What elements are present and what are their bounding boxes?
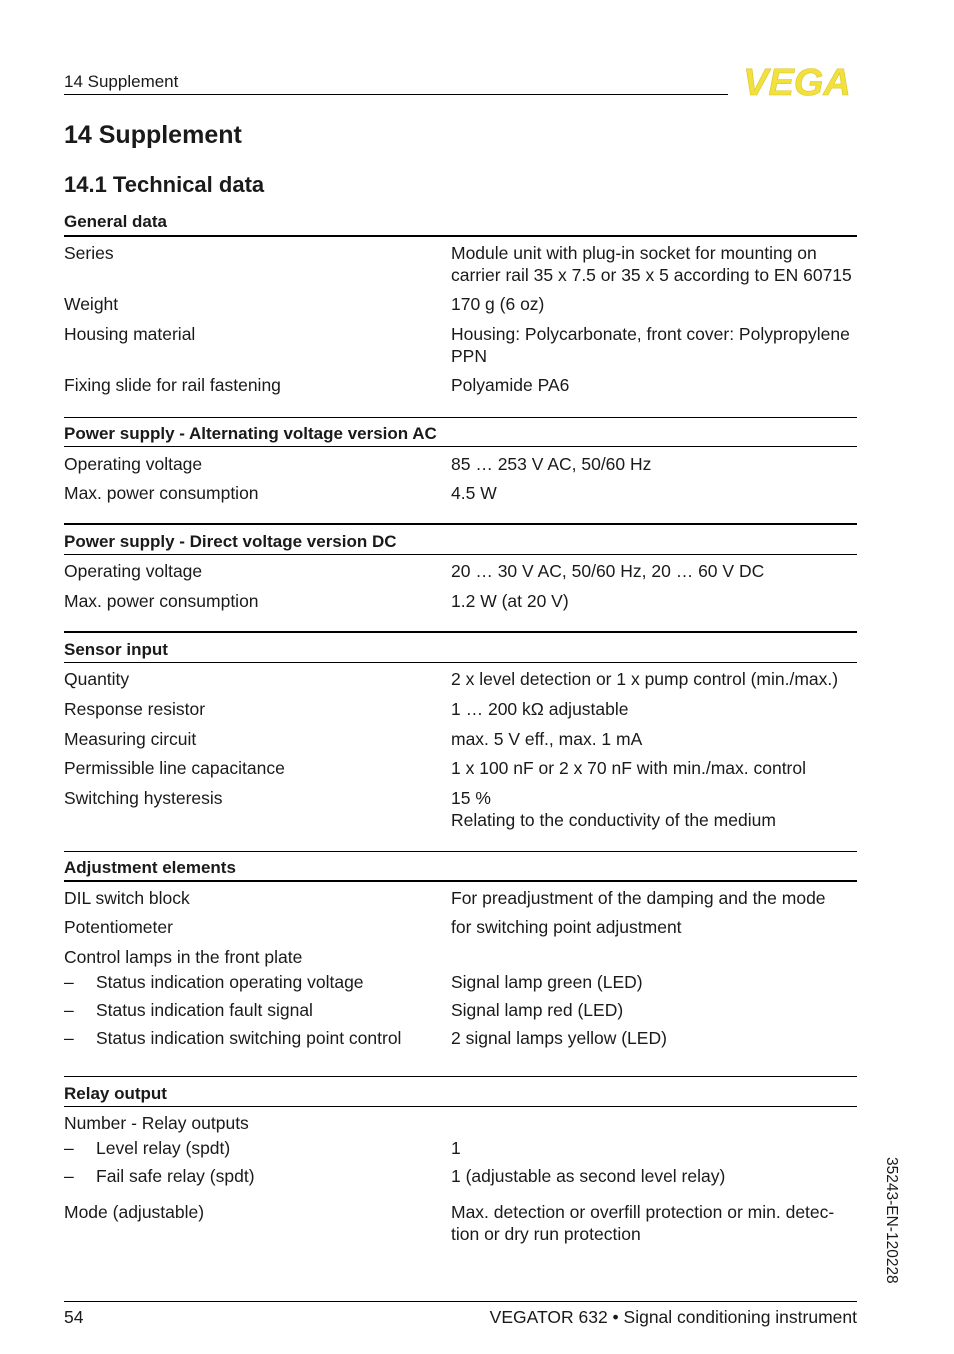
spec-label: Number - Relay outputs: [64, 1113, 249, 1133]
list-dash: –: [64, 1166, 74, 1186]
spec-value: 1 … 200 kΩ adjustable: [451, 699, 629, 719]
spec-value: Signal lamp green (LED): [451, 972, 643, 992]
general-data-rule: [64, 235, 857, 237]
section-divider: [64, 523, 857, 525]
spec-label: DIL switch block: [64, 888, 190, 908]
list-dash: –: [64, 1028, 74, 1048]
spec-value: Polyamide PA6: [451, 375, 570, 395]
vega-logo: [735, 64, 859, 100]
spec-value: 15 % Relating to the conductivity of the medium: [451, 788, 776, 830]
section-divider: [64, 554, 857, 555]
relay-output-heading: Relay output: [64, 1084, 167, 1103]
spec-label: Fixing slide for rail fastening: [64, 375, 281, 395]
spec-value: 85 … 253 V AC, 50/60 Hz: [451, 454, 652, 474]
spec-label: Quantity: [64, 669, 130, 689]
document-code: 35243-EN-120228: [883, 1157, 900, 1284]
spec-label: Housing material: [64, 324, 196, 344]
spec-value: 1.2 W (at 20 V): [451, 591, 569, 611]
spec-label: Control lamps in the front plate: [64, 947, 303, 967]
section-divider: [64, 446, 857, 447]
spec-value: for switching point adjustment: [451, 917, 682, 937]
chapter-title: 14 Supplement: [64, 121, 242, 149]
spec-value: Max. detection or overfill protection or min. detec- tion or dry run protection: [451, 1202, 835, 1244]
spec-label: Measuring circuit: [64, 729, 197, 749]
spec-label: Weight: [64, 294, 119, 314]
spec-label: Response resistor: [64, 699, 206, 719]
spec-label: Mode (adjustable): [64, 1202, 205, 1222]
dc-power-heading: Power supply - Direct voltage version DC: [64, 532, 397, 551]
spec-value: Housing: Polycarbonate, front cover: Polypropylene PPN: [451, 324, 850, 366]
section-divider: [64, 1106, 857, 1107]
spec-label: Switching hysteresis: [64, 788, 223, 808]
svg-text:VEGA: VEGA: [743, 64, 851, 100]
spec-value: 4.5 W: [451, 483, 497, 503]
ac-power-heading: Power supply - Alternating voltage version AC: [64, 424, 437, 443]
general-data-heading: General data: [64, 212, 167, 231]
spec-label: Series: [64, 243, 114, 263]
list-dash: –: [64, 972, 74, 992]
section-divider: [64, 851, 857, 852]
footer-rule: [64, 1301, 857, 1302]
spec-sublabel: Status indication switching point control: [96, 1028, 402, 1048]
list-dash: –: [64, 1000, 74, 1020]
spec-label: Operating voltage: [64, 454, 203, 474]
spec-label: Max. power consumption: [64, 483, 259, 503]
spec-sublabel: Fail safe relay (spdt): [96, 1166, 255, 1186]
spec-value: 20 … 30 V AC, 50/60 Hz, 20 … 60 V DC: [451, 561, 765, 581]
section-divider: [64, 1076, 857, 1077]
spec-value: 2 signal lamps yellow (LED): [451, 1028, 667, 1048]
spec-value: For preadjustment of the damping and the mode: [451, 888, 826, 908]
spec-label: Operating voltage: [64, 561, 203, 581]
spec-value: 170 g (6 oz): [451, 294, 545, 314]
section-divider: [64, 417, 857, 418]
spec-label: Permissible line capacitance: [64, 758, 285, 778]
page-number: 54: [64, 1307, 84, 1327]
spec-sublabel: Status indication fault signal: [96, 1000, 313, 1020]
spec-value: Module unit with plug-in socket for mounting on carrier rail 35 x 7.5 or 35 x 5 according to EN 60715: [451, 243, 852, 285]
section-divider: [64, 662, 857, 663]
spec-value: 2 x level detection or 1 x pump control (min./max.): [451, 669, 839, 689]
section-divider: [64, 880, 857, 882]
spec-sublabel: Level relay (spdt): [96, 1138, 231, 1158]
section-title: 14.1 Technical data: [64, 172, 265, 197]
spec-value: max. 5 V eff., max. 1 mA: [451, 729, 643, 749]
spec-sublabel: Status indication operating voltage: [96, 972, 364, 992]
footer-document-title: VEGATOR 632 • Signal conditioning instrument: [489, 1307, 857, 1327]
spec-value: 1: [451, 1138, 461, 1158]
spec-value: 1 x 100 nF or 2 x 70 nF with min./max. control: [451, 758, 807, 778]
adjustment-elements-heading: Adjustment elements: [64, 858, 236, 877]
section-divider: [64, 631, 857, 633]
header-rule: [64, 94, 728, 95]
running-header: 14 Supplement: [64, 72, 179, 91]
sensor-input-heading: Sensor input: [64, 640, 168, 659]
spec-value: 1 (adjustable as second level relay): [451, 1166, 726, 1186]
spec-value: Signal lamp red (LED): [451, 1000, 624, 1020]
list-dash: –: [64, 1138, 74, 1158]
spec-label: Max. power consumption: [64, 591, 259, 611]
spec-label: Potentiometer: [64, 917, 173, 937]
